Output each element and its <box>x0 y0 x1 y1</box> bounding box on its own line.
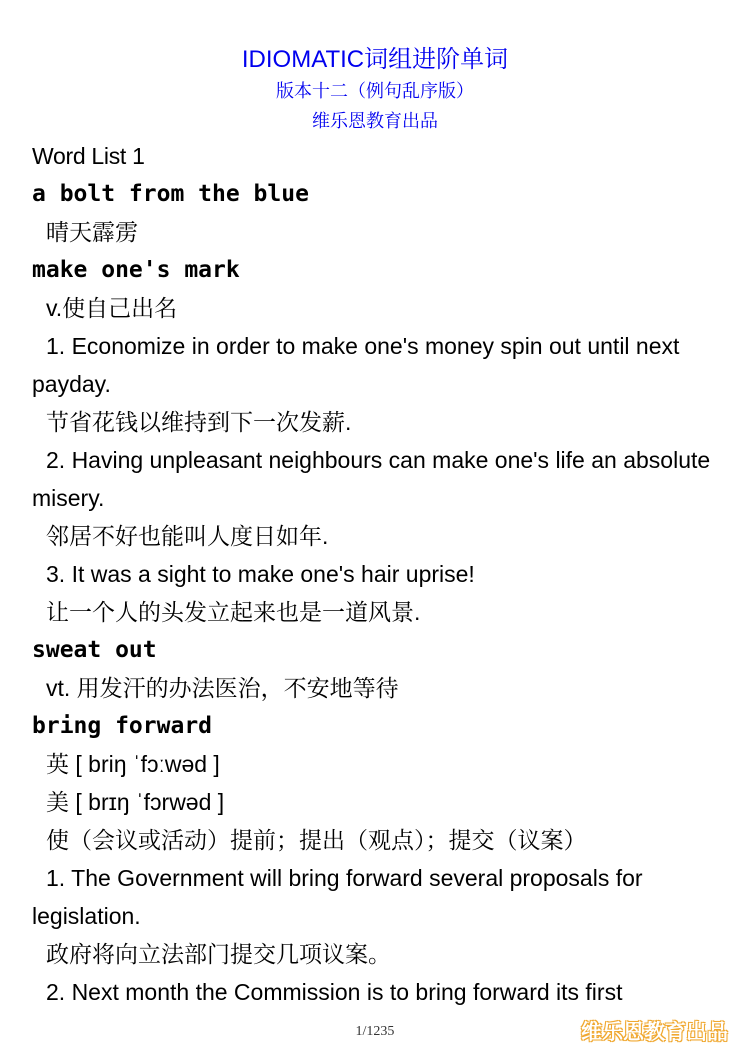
word-list-title: Word List 1 <box>32 143 145 169</box>
example-translation: 政府将向立法部门提交几项议案。 <box>46 941 391 967</box>
example-translation: 邻居不好也能叫人度日如年. <box>46 523 329 549</box>
entry-term: make one's mark <box>32 257 240 283</box>
example-translation: 节省花钱以维持到下一次发薪. <box>46 409 352 435</box>
example-translation: 让一个人的头发立起来也是一道风景. <box>46 599 421 625</box>
entry-definition: vt. 用发汗的办法医治，不安地等待 <box>46 675 399 701</box>
entry-definition: v.使自己出名 <box>46 295 178 321</box>
pronunciation-us: 美 [ brɪŋ ˈfɔrwəd ] <box>46 789 225 815</box>
document-header <box>0 44 750 136</box>
entry-term: bring forward <box>32 713 213 739</box>
document-title: IDIOMATIC词组进阶单词 <box>241 46 509 73</box>
publisher-watermark: 维乐恩教育出品 <box>581 1021 728 1044</box>
entry-definition: 晴天霹雳 <box>46 219 138 245</box>
pronunciation-uk: 英 [ briŋ ˈfɔːwəd ] <box>46 751 220 777</box>
example-sentence: 2. Having unpleasant neighbours can make one's life an absolute misery. <box>32 447 711 511</box>
example-sentence: 2. Next month the Commission is to bring forward its first <box>46 979 623 1005</box>
entry-definition: 使（会议或活动）提前；提出（观点）；提交（议案） <box>46 827 587 853</box>
page-number: 1/1235 <box>355 1024 395 1039</box>
example-sentence: 3. It was a sight to make one's hair uprise! <box>46 561 475 587</box>
example-sentence: 1. The Government will bring forward several proposals for legislation. <box>32 865 643 929</box>
word-list-content <box>32 137 718 1011</box>
entry-term: sweat out <box>32 637 157 663</box>
example-sentence: 1. Economize in order to make one's money spin out until next payday. <box>32 333 680 397</box>
document-publisher: 维乐恩教育出品 <box>312 111 438 131</box>
document-subtitle: 版本十二（例句乱序版） <box>276 81 474 101</box>
entry-term: a bolt from the blue <box>32 181 309 207</box>
